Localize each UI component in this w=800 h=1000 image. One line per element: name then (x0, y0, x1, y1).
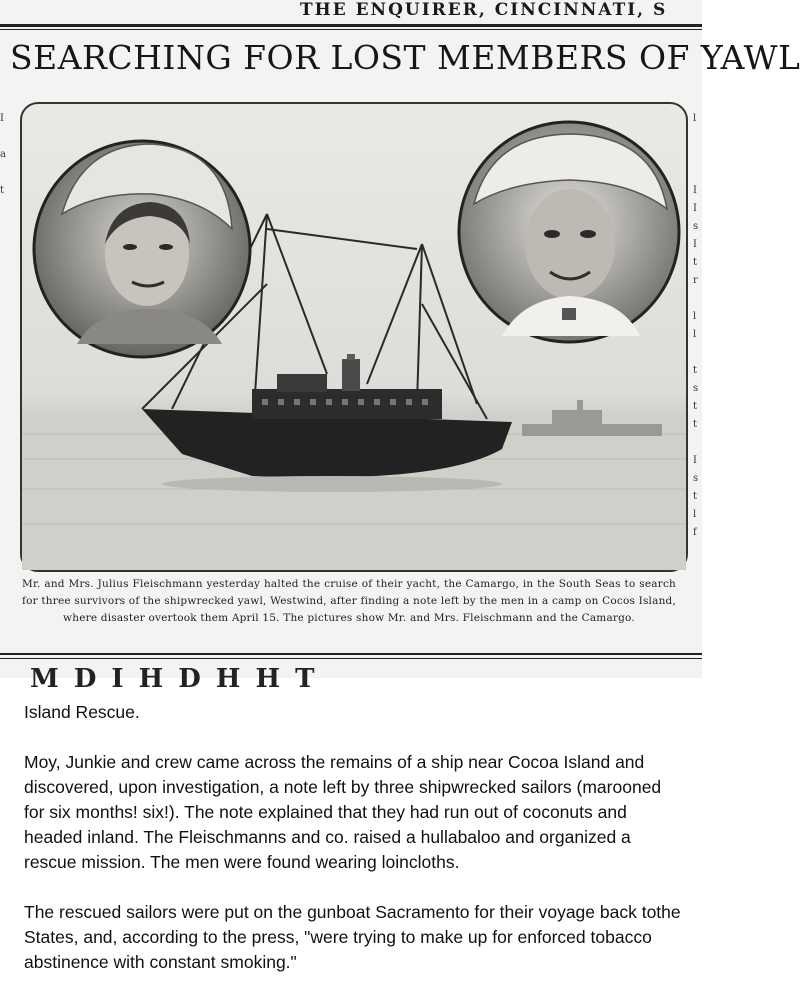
portrait-mr-fleischmann (459, 122, 679, 342)
notes-paragraph-1: Moy, Junkie and crew came across the remains of a ship near Cocoa Island and discovered, upon investigation, a note left by three shipwrecked sailors (marooned for six months! six!). The note explained that they had run out of coconuts and headed inland. The Fleischmanns and co. raised a hullabaloo and organized a rescue mission. The men were found wearing loincloths. (24, 752, 662, 872)
page-title: SEARCHING FOR LOST MEMBERS OF YAWL (10, 38, 800, 77)
notes-paragraph-2: The rescued sailors were put on the gunboat Sacramento for their voyage back tothe States, and, according to the press, "were trying to make up for enforced tobacco abstinence with constant smoking." (24, 902, 681, 972)
adjacent-column-edge-right: l I I s I t r l l t s t t I s t l f (693, 113, 699, 538)
caption-rule-thin (0, 658, 702, 659)
newspaper-masthead: THE ENQUIRER, CINCINNATI, S (300, 0, 668, 20)
photo-illustration (22, 104, 686, 570)
adjacent-column-edge-left: I a t (0, 113, 6, 196)
masthead-rule-thin (0, 29, 702, 30)
caption-rule (0, 653, 702, 655)
portrait-mrs-fleischmann (34, 141, 250, 357)
annotation-notes (24, 700, 684, 1000)
photo-panel (20, 102, 688, 572)
photo-caption: Mr. and Mrs. Julius Fleischmann yesterday halted the cruise of their yacht, the Camargo, in the South Seas to search for three survivors of the shipwrecked yawl, Westwind, after finding a note left by the men in a camp on Cocos Island, where disaster overtook them April 15. The pictures show Mr. and Mrs. Fleischmann and the Camargo. (22, 578, 676, 624)
notes-title: Island Rescue. (24, 702, 140, 722)
masthead-rule (0, 24, 702, 27)
next-headline-fragment: M D I H D H H T (30, 664, 318, 694)
